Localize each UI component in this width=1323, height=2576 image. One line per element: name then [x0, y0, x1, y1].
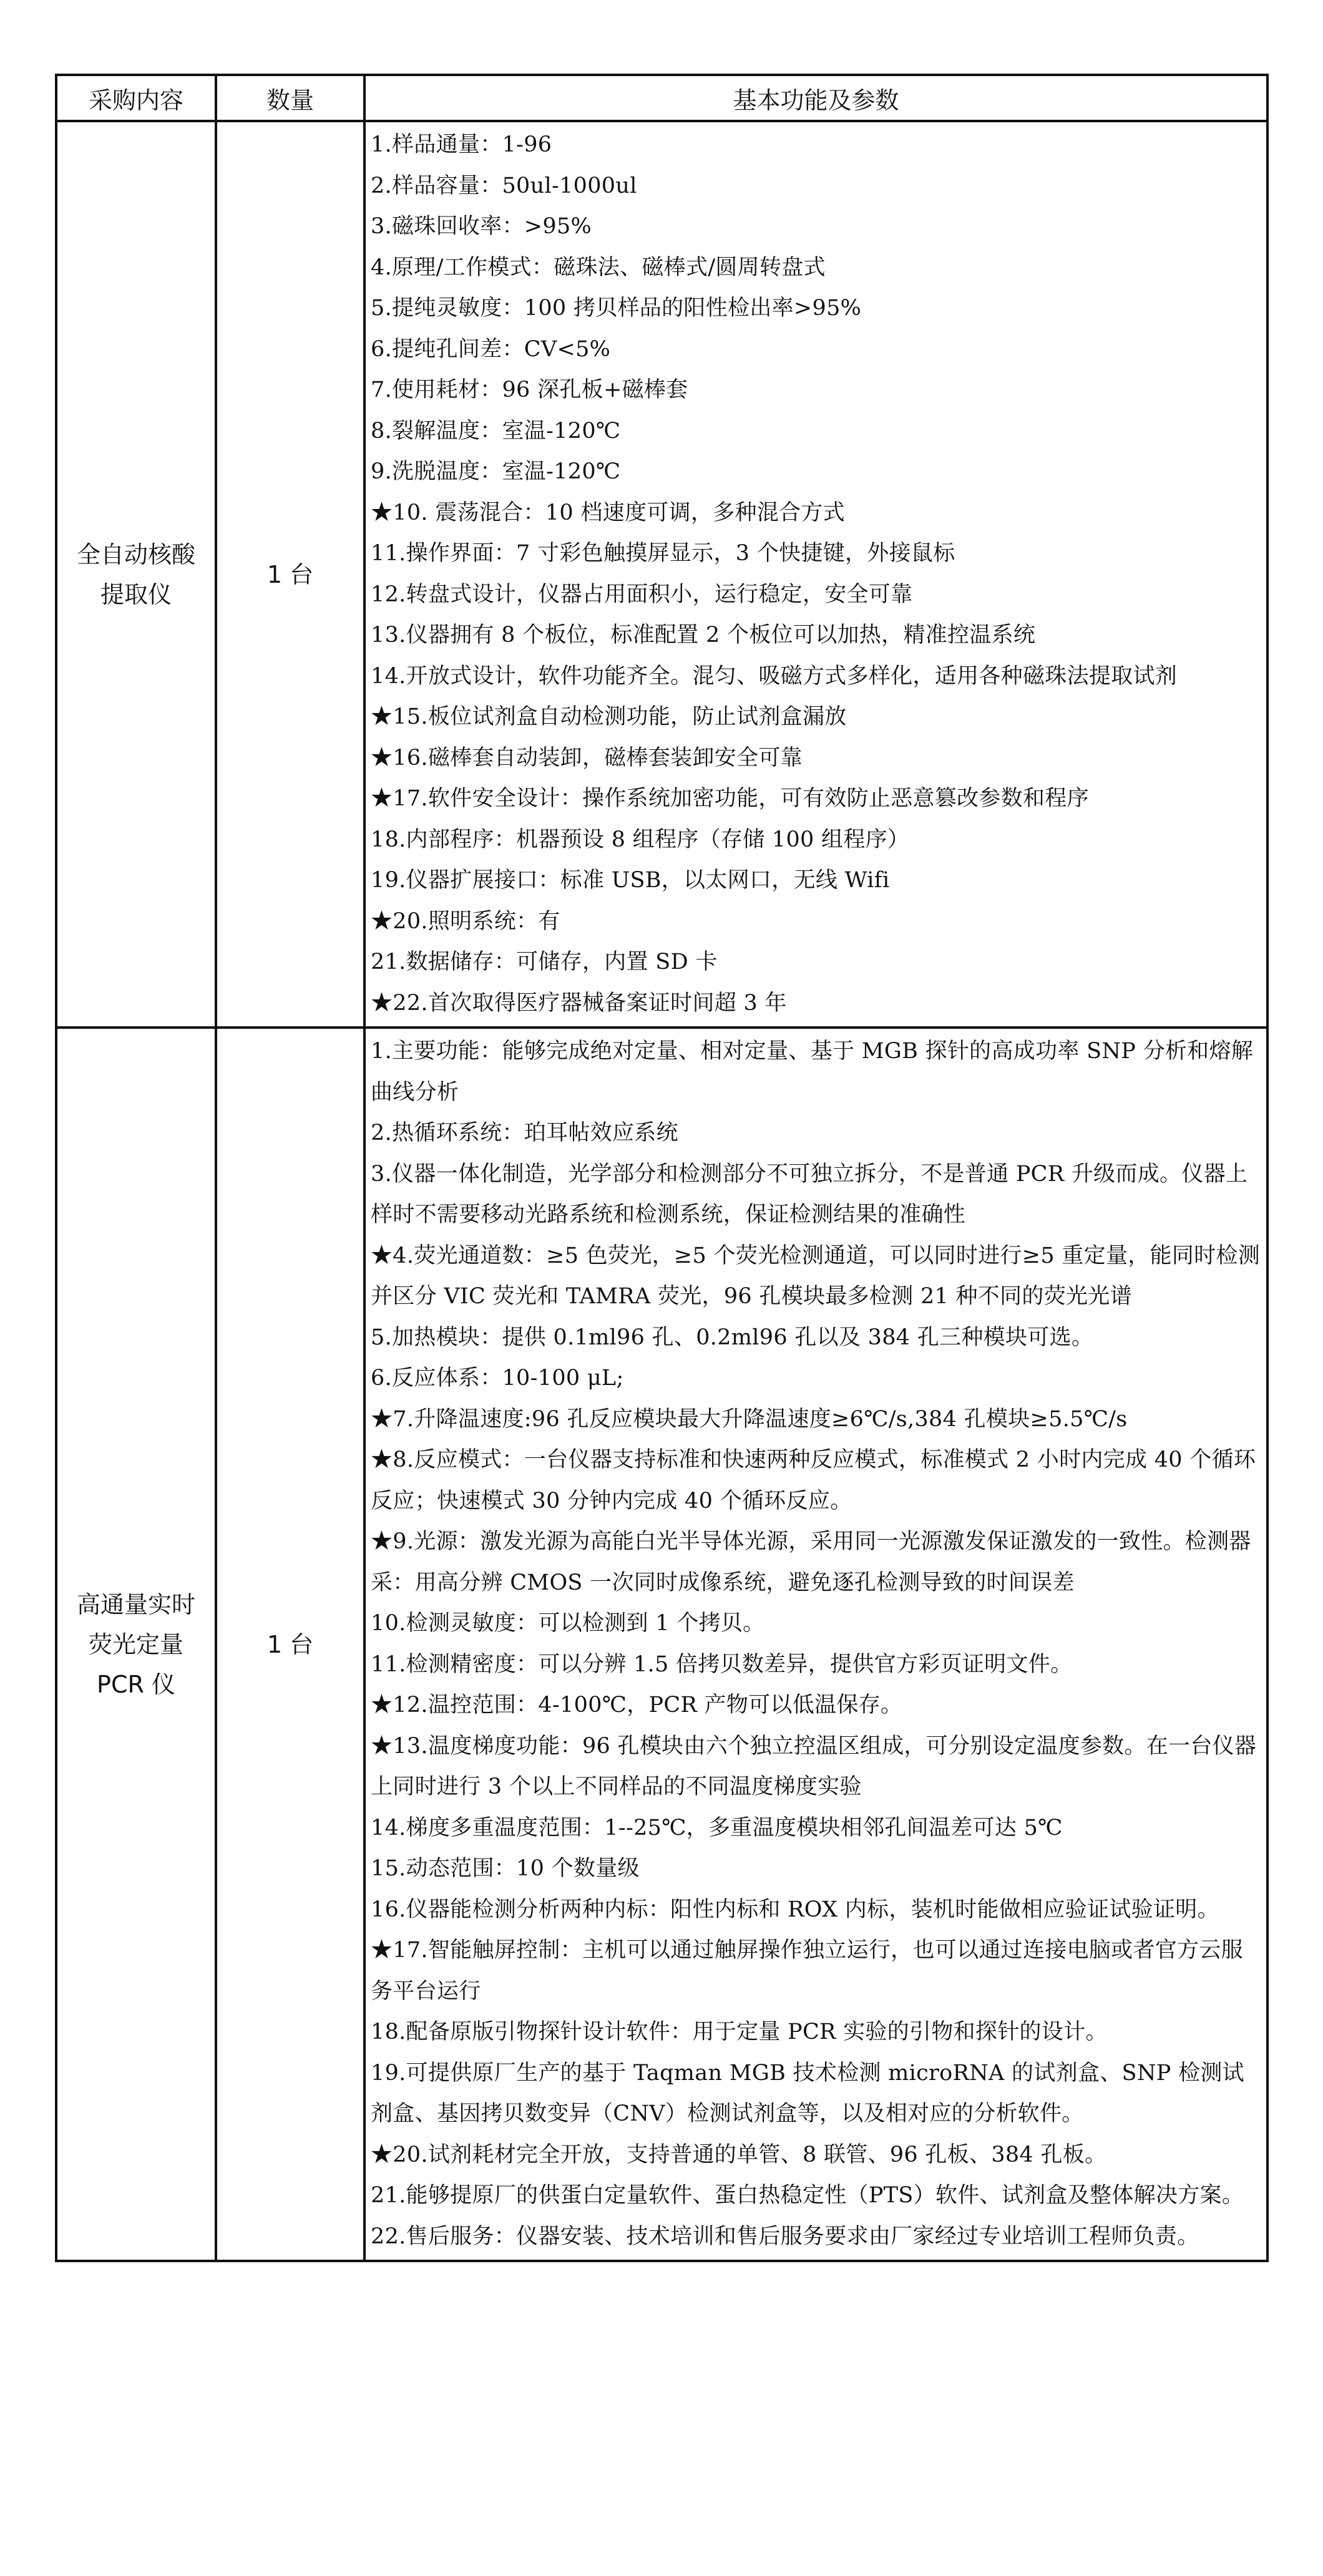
spec-item: 11.检测精密度：可以分辨 1.5 倍拷贝数差异，提供官方彩页证明文件。	[371, 1651, 1073, 1677]
spec-item: ★20.试剂耗材完全开放，支持普通的单管、8 联管、96 孔板、384 孔板。	[371, 2142, 1107, 2167]
spec-item: ★8.反应模式：一台仪器支持标准和快速两种反应模式，标准模式 2 小时内完成 40 个循环反应；快速模式 30 分钟内完成 40 个循环反应。	[371, 1447, 1256, 1514]
spec-item: 16.仪器能检测分析两种内标：阳性内标和 ROX 内标，装机时能做相应验证试验证明。	[371, 1897, 1219, 1922]
item-name: 全自动核酸 提取仪	[76, 540, 195, 608]
spec-list	[364, 121, 1267, 1028]
spec-item: 2.热循环系统：珀耳帖效应系统	[371, 1120, 678, 1145]
header-row	[56, 75, 1267, 121]
spec-item: 14.开放式设计，软件功能齐全。混匀、吸磁方式多样化，适用各种磁珠法提取试剂	[371, 663, 1178, 689]
spec-item: ★10. 震荡混合：10 档速度可调，多种混合方式	[371, 500, 845, 525]
spec-item: 22.售后服务：仪器安装、技术培训和售后服务要求由厂家经过专业培训工程师负责。	[371, 2224, 1199, 2249]
spec-item: 10.检测灵敏度：可以检测到 1 个拷贝。	[371, 1611, 765, 1636]
table-header	[56, 75, 1267, 121]
item-name-cell	[56, 121, 216, 1028]
spec-item: 8.裂解温度：室温-120℃	[371, 418, 621, 444]
header-quantity: 数量	[216, 75, 364, 121]
item-quantity: 1 台	[216, 121, 364, 1028]
spec-item: 2.样品容量：50ul-1000ul	[371, 173, 637, 198]
spec-item: ★17.软件安全设计：操作系统加密功能，可有效防止恶意篡改参数和程序	[371, 786, 1089, 811]
spec-item: ★7.升降温速度:96 孔反应模块最大升降温速度≥6℃/s,384 孔模块≥5.5℃/s	[371, 1406, 1128, 1432]
spec-item: 1.样品通量：1-96	[371, 132, 552, 157]
table-body	[56, 121, 1267, 2261]
spec-item: ★20.照明系统：有	[371, 908, 560, 934]
spec-item: ★9.光源：激发光源为高能白光半导体光源，采用同一光源激发保证激发的一致性。检测器采：用高分辨 CMOS 一次同时成像系统，避免逐孔检测导致的时间误差	[371, 1529, 1251, 1595]
spec-item: 18.内部程序：机器预设 8 组程序（存储 100 组程序）	[371, 827, 910, 852]
spec-item: 1.主要功能：能够完成绝对定量、相对定量、基于 MGB 探针的高成功率 SNP 分析和熔解曲线分析	[371, 1039, 1254, 1105]
spec-item: 6.提纯孔间差：CV<5%	[371, 336, 611, 362]
spec-item: 7.使用耗材：96 深孔板+磁棒套	[371, 377, 688, 402]
spec-item: ★4.荧光通道数：≥5 色荧光，≥5 个荧光检测通道，可以同时进行≥5 重定量，能同时检测并区分 VIC 荧光和 TAMRA 荧光，96 孔模块最多检测 21 种不同的荧光光谱	[371, 1243, 1261, 1309]
item-name-cell	[56, 1028, 216, 2261]
table-row-pcr	[56, 1028, 1267, 2261]
spec-item: 14.梯度多重温度范围：1--25℃，多重温度模块相邻孔间温差可达 5℃	[371, 1815, 1063, 1840]
spec-item: 3.仪器一体化制造，光学部分和检测部分不可独立拆分，不是普通 PCR 升级而成。仪器上样时不需要移动光路系统和检测系统，保证检测结果的准确性	[371, 1161, 1248, 1227]
spec-item: ★15.板位试剂盒自动检测功能，防止试剂盒漏放	[371, 704, 847, 729]
spec-item: ★13.温度梯度功能：96 孔模块由六个独立控温区组成，可分别设定温度参数。在一台仪器上同时进行 3 个以上不同样品的不同温度梯度实验	[371, 1733, 1257, 1799]
header-procurement-content: 采购内容	[56, 75, 216, 121]
item-name: 高通量实时 荧光定量 PCR 仪	[76, 1590, 195, 1698]
spec-item: 5.加热模块：提供 0.1ml96 孔、0.2ml96 孔以及 384 孔三种模块可选。	[371, 1324, 1094, 1350]
procurement-table	[55, 74, 1269, 2262]
spec-item: ★22.首次取得医疗器械备案证时间超 3 年	[371, 990, 787, 1016]
spec-list	[364, 1028, 1267, 2261]
spec-item: 18.配备原版引物探针设计软件：用于定量 PCR 实验的引物和探针的设计。	[371, 2019, 1108, 2044]
spec-item: 12.转盘式设计，仪器占用面积小，运行稳定，安全可靠	[371, 581, 913, 607]
spec-item: 21.数据储存：可储存，内置 SD 卡	[371, 950, 718, 975]
table-row-extractor	[56, 121, 1267, 1028]
spec-item: 13.仪器拥有 8 个板位，标准配置 2 个板位可以加热，精准控温系统	[371, 623, 1036, 648]
spec-item: 4.原理/工作模式：磁珠法、磁棒式/圆周转盘式	[371, 255, 826, 280]
spec-item: 11.操作界面：7 寸彩色触摸屏显示，3 个快捷键，外接鼠标	[371, 541, 955, 566]
spec-item: ★17.智能触屏控制：主机可以通过触屏操作独立运行，也可以通过连接电脑或者官方云服务平台运行	[371, 1938, 1243, 2004]
spec-item: 19.仪器扩展接口：标准 USB，以太网口，无线 Wifi	[371, 868, 890, 893]
spec-item: 19.可提供原厂生产的基于 Taqman MGB 技术检测 microRNA 的试剂盒、SNP 检测试剂盒、基因拷贝数变异（CNV）检测试剂盒等，以及相对应的分析软件。	[371, 2060, 1244, 2126]
spec-item: 6.反应体系：10-100 μL;	[371, 1366, 624, 1391]
spec-item: ★12.温控范围：4-100℃，PCR 产物可以低温保存。	[371, 1693, 903, 1718]
header-functions-parameters: 基本功能及参数	[364, 75, 1267, 121]
spec-item: 3.磁珠回收率：>95%	[371, 214, 592, 239]
spec-item: 21.能够提原厂的供蛋白定量软件、蛋白热稳定性（PTS）软件、试剂盒及整体解决方案。	[371, 2183, 1244, 2208]
item-quantity: 1 台	[216, 1028, 364, 2261]
spec-item: 15.动态范围：10 个数量级	[371, 1856, 640, 1881]
spec-item: 9.洗脱温度：室温-120℃	[371, 459, 621, 484]
spec-item: ★16.磁棒套自动装卸，磁棒套装卸安全可靠	[371, 745, 803, 770]
spec-item: 5.提纯灵敏度：100 拷贝样品的阳性检出率>95%	[371, 296, 862, 321]
